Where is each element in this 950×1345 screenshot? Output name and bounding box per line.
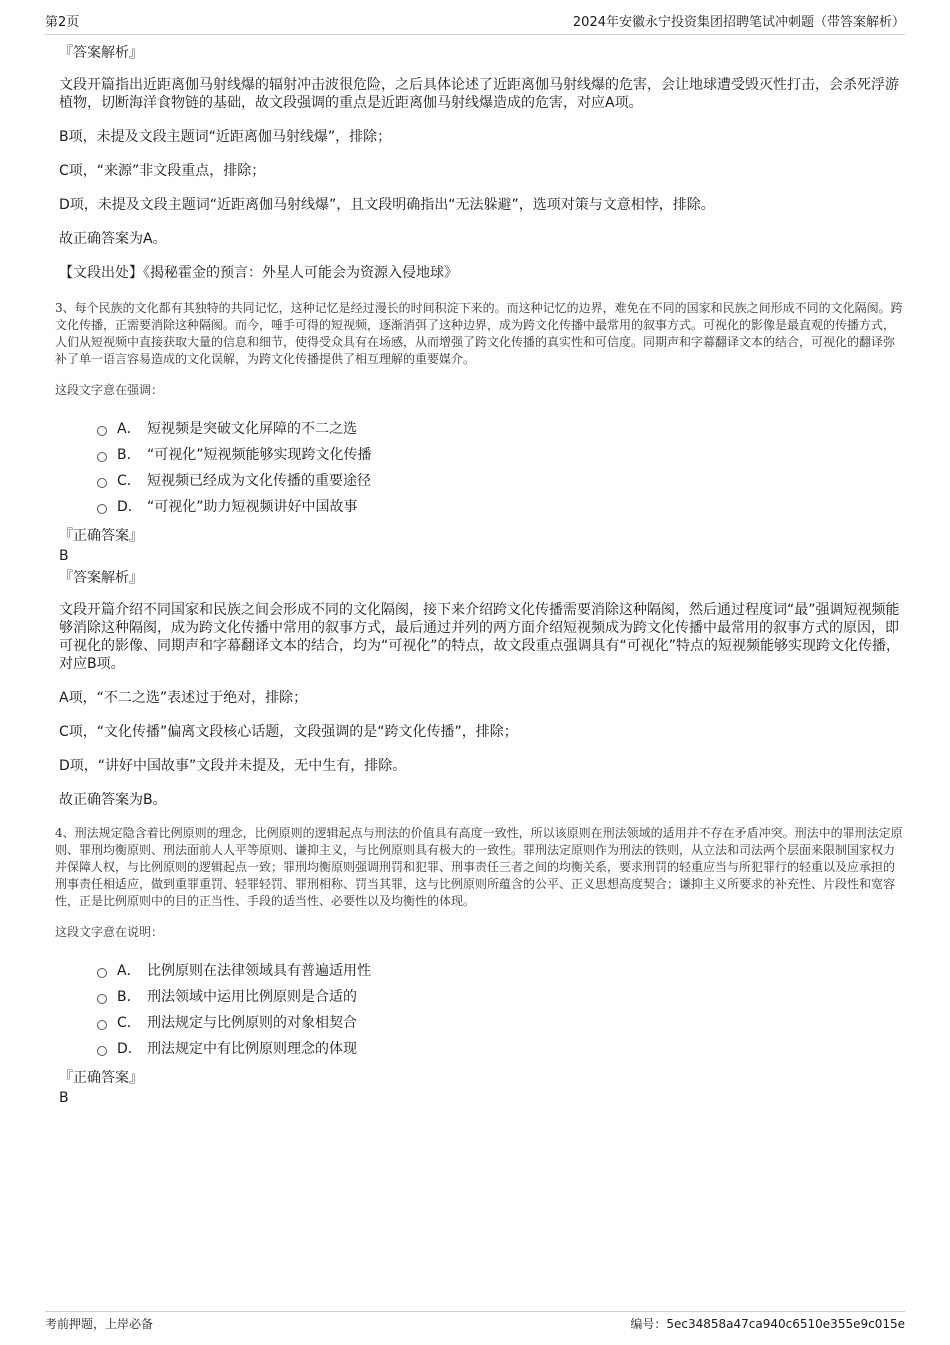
analysis-paragraph: 文段开篇指出近距离伽马射线爆的辐射冲击波很危险，之后具体论述了近距离伽马射线爆的危害，会让地球遭受毁灭性打击，会杀死浮游植物，切断海洋食物链的基础，故文段强调的重点是近距离伽马射线爆造成的危害，对应A项。 <box>59 77 899 111</box>
page-number: 第2页 <box>45 15 80 30</box>
option-text: 刑法规定与比例原则的对象相契合 <box>147 1015 357 1031</box>
analysis-paragraph: D项，未提及文段主题词“近距离伽马射线爆”，且文段明确指出“无法躲避”，选项对策与文意相悖，排除。 <box>59 197 715 213</box>
radio-icon[interactable] <box>97 504 107 514</box>
option-text: 刑法领域中运用比例原则是合适的 <box>147 989 357 1005</box>
option-letter: B． <box>117 447 141 463</box>
option-letter: D． <box>117 499 142 515</box>
question-3-prompt: 这段文字意在强调： <box>55 383 164 397</box>
option-a[interactable] <box>97 957 905 983</box>
question-4-text: 4、刑法规定隐含着比例原则的理念，比例原则的逻辑起点与刑法的价值具有高度一致性，所以该原则在刑法领域的适用并不存在矛盾冲突。刑法中的罪刑法定原则、罪刑均衡原则、刑法面前人人平等原则、谦抑主义，与比例原则具有极大的一致性。罪刑法定原则作为刑法的铁则，从立法和司法两个层面来限制国家权力并保障人权，与比例原则的逻辑起点一致；罪刑均衡原则强调刑罚和犯罪、刑事责任三者之间的均衡关系，要求刑罚的轻重应当与所犯罪行的轻重以及应承担的刑事责任相适应，做到重罪重罚、轻罪轻罚、罪刑相称、罚当其罪，这与比例原则所蕴含的公平、正义思想高度契合；谦抑主义所要求的补充性、片段性和宽容性，正是比例原则中的目的正当性、手段的适当性、必要性以及均衡性的体现。 <box>55 826 903 908</box>
option-text: “可视化”助力短视频讲好中国故事 <box>147 499 358 515</box>
radio-icon[interactable] <box>97 1046 107 1056</box>
radio-icon[interactable] <box>97 994 107 1004</box>
correct-answer-label: 『正确答案』 <box>59 528 143 544</box>
analysis-label: 『答案解析』 <box>59 570 143 586</box>
option-letter: C． <box>117 473 141 489</box>
radio-icon[interactable] <box>97 478 107 488</box>
footer-slogan: 考前押题，上岸必备 <box>45 1317 154 1331</box>
analysis-label: 『答案解析』 <box>59 45 143 61</box>
analysis-paragraph: C项，“文化传播”偏离文段核心话题，文段强调的是“跨文化传播”，排除； <box>59 724 518 740</box>
analysis-conclusion: 故正确答案为B。 <box>59 792 167 808</box>
analysis-paragraph: B项，未提及文段主题词“近距离伽马射线爆”，排除； <box>59 129 392 145</box>
option-text: 刑法规定中有比例原则理念的体现 <box>147 1041 357 1057</box>
radio-icon[interactable] <box>97 1020 107 1030</box>
option-d[interactable] <box>97 1035 905 1061</box>
analysis-paragraph: A项，“不二之选”表述过于绝对，排除； <box>59 690 308 706</box>
correct-answer-label: 『正确答案』 <box>59 1070 143 1086</box>
option-letter: C． <box>117 1015 141 1031</box>
page-header <box>45 14 905 35</box>
document-id: 编号：5ec34858a47ca940c6510e355e9c015e <box>630 1317 905 1331</box>
radio-icon[interactable] <box>97 426 107 436</box>
page-content <box>55 44 905 1111</box>
page-footer <box>45 1311 905 1334</box>
question-3-text: 3、每个民族的文化都有其独特的共同记忆，这种记忆是经过漫长的时间积淀下来的。而这种记忆的边界，难免在不同的国家和民族之间形成不同的文化隔阂。跨文化传播，正需要消除这种隔阂。而今，唾手可得的短视频，逐渐消弭了这种边界，成为跨文化传播中最常用的叙事方式。可视化的影像是最直观的传播方式，人们从短视频中直接获取大量的信息和细节，使得受众具有在场感，从而增强了跨文化传播的真实性和可信度。同期声和字幕翻译文本的结合，可视化的翻译弥补了单一语言容易造成的文化误解，为跨文化传播提供了相互理解的重要媒介。 <box>55 301 903 366</box>
radio-icon[interactable] <box>97 968 107 978</box>
option-d[interactable] <box>97 493 905 519</box>
option-b[interactable] <box>97 983 905 1009</box>
option-letter: A． <box>117 421 141 437</box>
option-c[interactable] <box>97 467 905 493</box>
document-title: 2024年安徽永宁投资集团招聘笔试冲刺题（带答案解析） <box>572 15 905 30</box>
option-text: 短视频已经成为文化传播的重要途径 <box>147 473 371 489</box>
option-letter: B． <box>117 989 141 1005</box>
analysis-paragraph: D项，“讲好中国故事”文段并未提及，无中生有，排除。 <box>59 758 407 774</box>
option-text: “可视化”短视频能够实现跨文化传播 <box>147 447 372 463</box>
option-b[interactable] <box>97 441 905 467</box>
radio-icon[interactable] <box>97 452 107 462</box>
option-letter: A． <box>117 963 141 979</box>
option-text: 短视频是突破文化屏障的不二之选 <box>147 421 357 437</box>
passage-source: 【文段出处】《揭秘霍金的预言：外星人可能会为资源入侵地球》 <box>59 265 458 281</box>
question-4-options <box>97 957 905 1061</box>
question-4-prompt: 这段文字意在说明： <box>55 925 164 939</box>
analysis-paragraph: 文段开篇介绍不同国家和民族之间会形成不同的文化隔阂，接下来介绍跨文化传播需要消除这种隔阂，然后通过程度词“最”强调短视频能够消除这种隔阂，成为跨文化传播中常用的叙事方式，最后通过并列的两方面介绍短视频成为跨文化传播中最常用的叙事方式的原因，即可视化的影像、同期声和字幕翻译文本的结合，均为“可视化”的特点，故文段重点强调具有“可视化”特点的短视频能够实现跨文化传播，对应B项。 <box>59 602 901 672</box>
correct-answer: B <box>59 1090 69 1106</box>
analysis-paragraph: C项，“来源”非文段重点，排除； <box>59 163 266 179</box>
option-a[interactable] <box>97 415 905 441</box>
analysis-conclusion: 故正确答案为A。 <box>59 231 167 247</box>
question-3-options <box>97 415 905 519</box>
option-text: 比例原则在法律领域具有普遍适用性 <box>147 963 371 979</box>
option-c[interactable] <box>97 1009 905 1035</box>
option-letter: D． <box>117 1041 142 1057</box>
correct-answer: B <box>59 548 69 564</box>
